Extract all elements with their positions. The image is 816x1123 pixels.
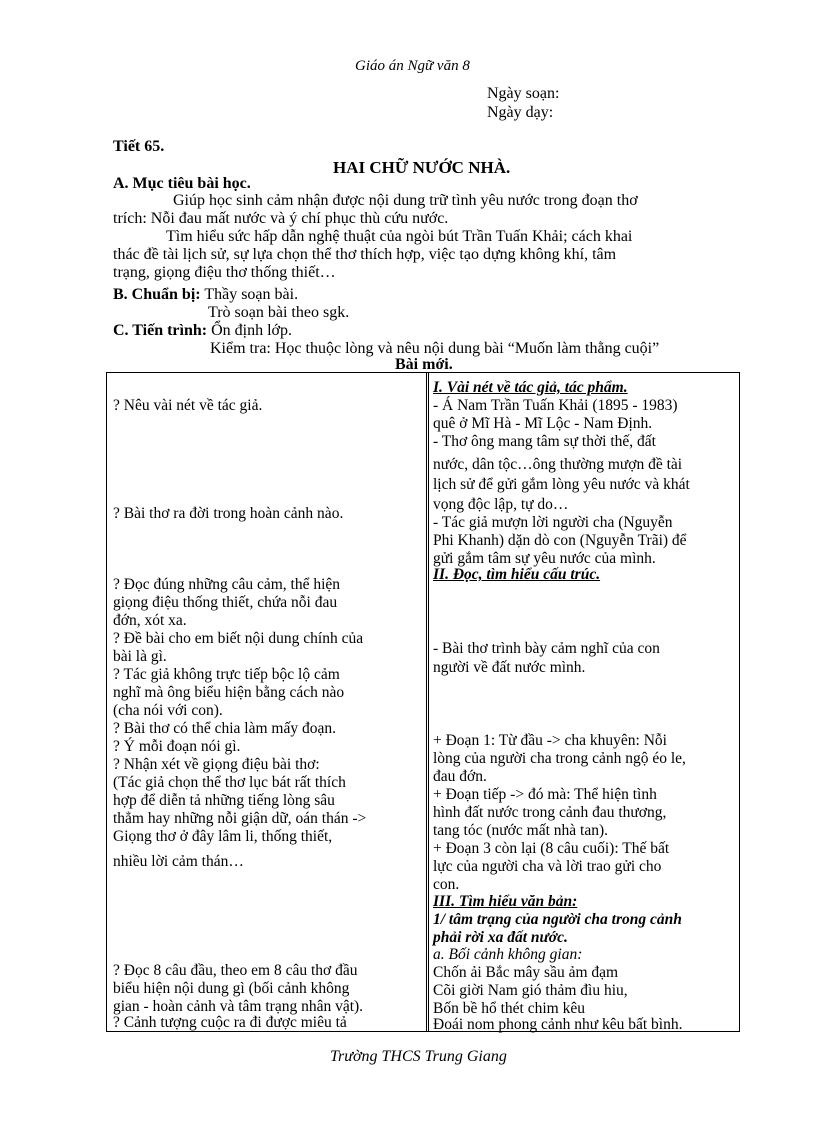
question: ? Tác giả không trực tiếp bộc lộ cảm: [113, 666, 340, 683]
section-a-line: trích: Nỗi đau mất nước và ý chí phục thù cứu nước.: [113, 210, 449, 227]
answer-line: + Đoạn 3 còn lại (8 câu cuối): Thế bất: [433, 840, 670, 857]
footer-school: Trường THCS Trung Giang: [330, 1048, 507, 1065]
answer-line: Phi Khanh) dặn dò con (Nguyễn Trãi) để: [433, 532, 687, 549]
question: thẳm hay những nỗi giận dữ, oán thán ->: [113, 810, 367, 827]
poem-line: Bốn bề hổ thét chim kêu: [433, 1000, 585, 1017]
question: ? Đọc 8 câu đầu, theo em 8 câu thơ đầu: [113, 962, 358, 979]
question: ? Ý mỗi đoạn nói gì.: [113, 738, 241, 755]
question: ? Bài thơ có thể chia làm mấy đoạn.: [113, 720, 336, 737]
answer-line: - Tác giả mượn lời người cha (Nguyễn: [433, 514, 673, 531]
answer-line: hình đất nước trong cảnh đau thương,: [433, 804, 667, 821]
answer-line: vọng độc lập, tự do…: [433, 496, 569, 513]
sub-heading: a. Bối cảnh không gian:: [433, 946, 583, 963]
section-a-line: thác đề tài lịch sử, sự lựa chọn thể thơ thích hợp, việc tạo dựng không khí, tâm: [113, 246, 617, 263]
section-heading: I. Vài nét về tác giả, tác phẩm.: [433, 379, 628, 396]
answer-line: con.: [433, 876, 460, 893]
question: ? Nêu vài nét về tác giả.: [113, 397, 263, 414]
section-b-line: Trò soạn bài theo sgk.: [208, 304, 350, 321]
question: ? Đọc đúng những câu cảm, thể hiện: [113, 576, 341, 593]
section-c-label: C. Tiến trình:: [113, 322, 208, 339]
section-b: [113, 286, 298, 304]
poem-line: Đoái nom phong cảnh như kêu bất bình.: [433, 1016, 683, 1033]
section-a-line: Giúp học sinh cảm nhận được nội dung trữ tình yêu nước trong đoạn thơ: [173, 192, 638, 209]
section-b-label: B. Chuẩn bị:: [113, 286, 201, 303]
question: ? Nhận xét về giọng điệu bài thơ:: [113, 756, 320, 773]
question: gian - hoàn cảnh và tâm trạng nhân vật).: [113, 998, 364, 1015]
section-b-line: Thầy soạn bài.: [204, 286, 299, 303]
answer-line: + Đoạn 1: Từ đầu -> cha khuyên: Nỗi: [433, 732, 667, 749]
question: nhiều lời cảm thán…: [113, 853, 244, 870]
section-heading: III. Tìm hiểu văn bản:: [433, 893, 578, 910]
answer-line: + Đoạn tiếp -> đó mà: Thể hiện tình: [433, 786, 657, 803]
question: đớn, xót xa.: [113, 612, 187, 629]
answer-line: quê ở Mĩ Hà - Mĩ Lộc - Nam Định.: [433, 415, 653, 432]
section-a-line: trạng, giọng điệu thơ thống thiết…: [113, 264, 336, 281]
lesson-number: Tiết 65.: [113, 138, 165, 155]
answer-line: - Á Nam Trần Tuấn Khải (1895 - 1983): [433, 397, 678, 414]
table-divider: [426, 372, 429, 1032]
question: biểu hiện nội dung gì (bối cảnh không: [113, 980, 350, 997]
answer-line: người về đất nước mình.: [433, 659, 586, 676]
poem-line: Chốn ải Bắc mây sầu ảm đạm: [433, 964, 619, 981]
section-a-label: A. Mục tiêu bài học.: [113, 175, 251, 192]
sub-heading: 1/ tâm trạng của người cha trong cảnh: [433, 911, 682, 928]
answer-line: lực của người cha và lời trao gửi cho: [433, 858, 662, 875]
answer-line: - Bài thơ trình bày cảm nghĩ của con: [433, 640, 660, 657]
date-prepared: Ngày soạn:: [487, 85, 560, 102]
question: ? Đề bài cho em biết nội dung chính của: [113, 630, 364, 647]
question: ? Bài thơ ra đời trong hoàn cảnh nào.: [113, 505, 344, 522]
section-c-line: Kiểm tra: Học thuộc lòng và nêu nội dung bài “Muốn làm thằng cuội”: [210, 340, 660, 357]
section-heading: II. Đọc, tìm hiểu cấu trúc.: [433, 566, 601, 583]
answer-line: lịch sử để gửi gắm lòng yêu nước và khát: [433, 476, 690, 493]
question: Giọng thơ ở đây lâm li, thống thiết,: [113, 828, 333, 845]
poem-line: Cõi giời Nam gió thảm đìu hiu,: [433, 982, 628, 999]
sub-heading: phải rời xa đất nước.: [433, 929, 568, 946]
question: (cha nói với con).: [113, 702, 223, 719]
question: ? Cảnh tượng cuộc ra đi được miêu tả: [113, 1014, 347, 1031]
question: (Tác giả chọn thể thơ lục bát rất thích: [113, 774, 346, 791]
answer-line: tang tóc (nước mất nhà tan).: [433, 822, 608, 839]
section-c: [113, 322, 292, 340]
dates-block: [487, 84, 559, 122]
page-title: HAI CHỮ NƯỚC NHÀ.: [333, 158, 511, 177]
new-lesson-label: Bài mới.: [395, 356, 453, 373]
answer-line: - Thơ ông mang tâm sự thời thế, đất: [433, 433, 656, 450]
answer-line: lòng của người cha trong cảnh ngộ éo le,: [433, 750, 686, 767]
answer-line: đau đớn.: [433, 768, 487, 785]
section-c-line: Ổn định lớp.: [211, 322, 292, 339]
section-a-line: Tìm hiểu sức hấp dẫn nghệ thuật của ngòi bút Trần Tuấn Khải; cách khai: [166, 228, 633, 245]
header-title: Giáo án Ngữ văn 8: [355, 58, 470, 74]
question: hợp để diễn tả những tiếng lòng sâu: [113, 792, 335, 809]
question: bài là gì.: [113, 648, 167, 665]
question: giọng điệu thống thiết, chứa nỗi đau: [113, 594, 338, 611]
answer-line: nước, dân tộc…ông thường mượn đề tài: [433, 456, 683, 473]
answer-line: gửi gắm tâm sự yêu nước của mình.: [433, 550, 656, 567]
question: nghĩ mà ông biểu hiện bằng cách nào: [113, 684, 345, 701]
date-taught: Ngày dạy:: [487, 104, 554, 121]
